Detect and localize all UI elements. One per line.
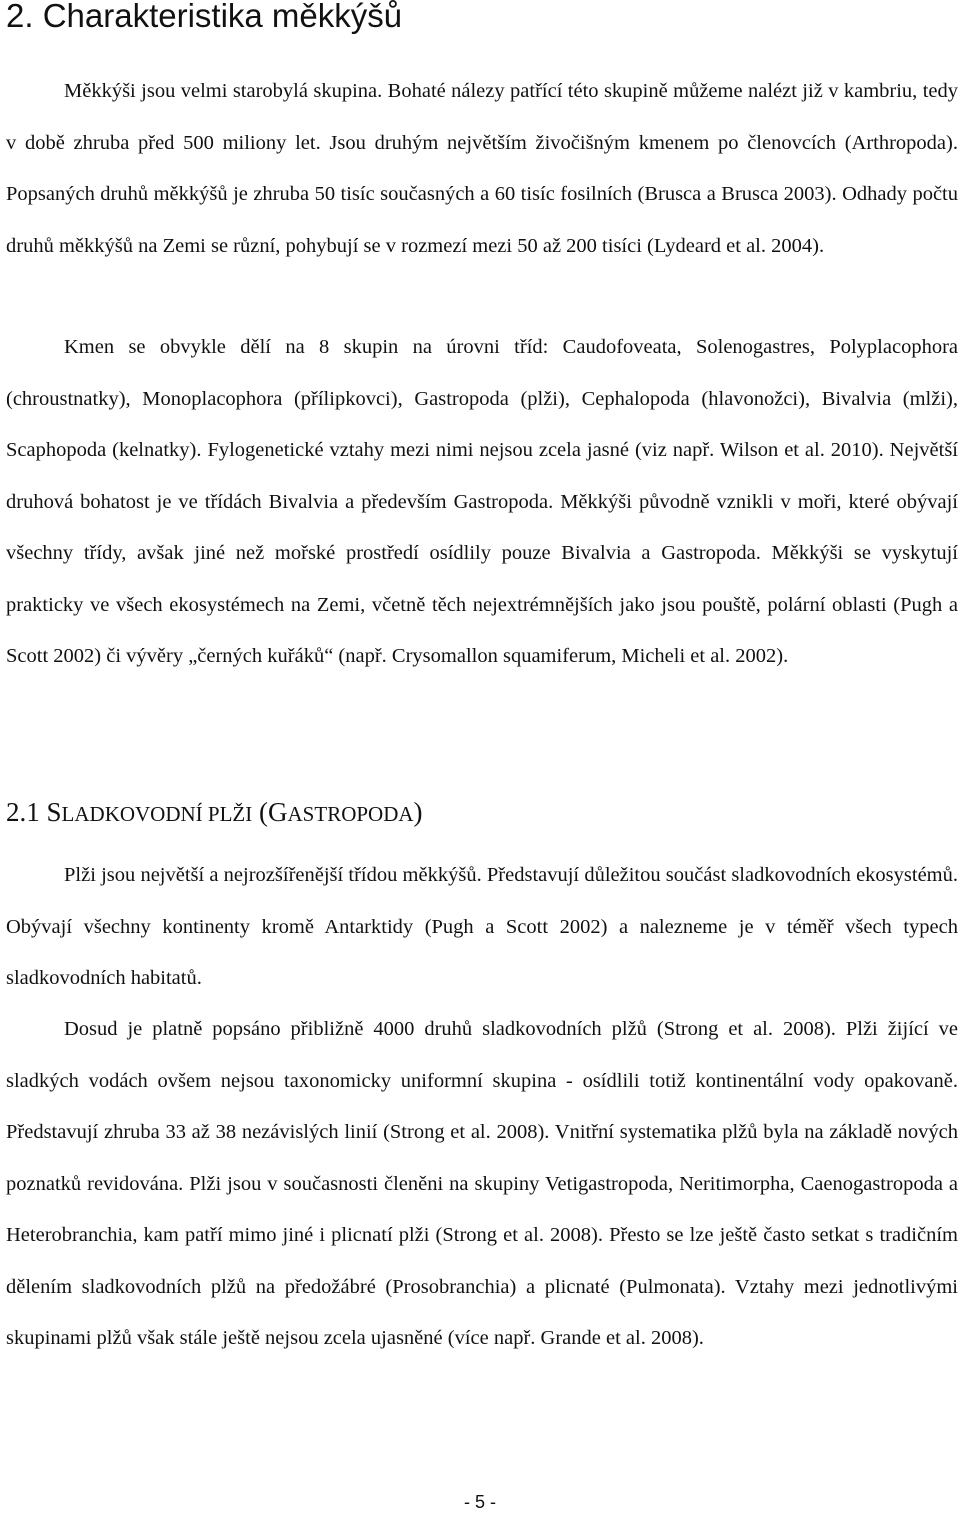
page-number: - 5 - bbox=[463, 1492, 496, 1512]
section-title-paren-close: ) bbox=[413, 797, 423, 827]
paragraph-classification: Kmen se obvykle dělí na 8 skupin na úrovni tříd: Caudofoveata, Solenogastres, Polyplacophora (chroustnatky), Monoplacophora (přílipkovci), Gastropoda (plži), Cephalopoda (hlavonožci), Bivalvia (mlži), Scaphopoda (kelnatky). Fylogenetické vztahy mezi nimi nejsou zcela jasné (viz např. Wilson et al. 2010). Největší druhová bohatost je ve třídách Bivalvia a především Gastropoda. Měkkýši původně vznikli v moři, které obývají všechny třídy, avšak jiné než mořské prostředí osídlily pouze Bivalvia a Gastropoda. Měkkýši se vyskytují prakticky ve všech ekosystémech na Zemi, včetně těch nejextrémnějších jako jsou pouště, polární oblasti (Pugh a Scott 2002) či vývěry „černých kuřáků“ (např. Crysomallon squamiferum, Micheli et al. 2002). bbox=[6, 336, 958, 667]
section-number: 2.1 bbox=[6, 797, 47, 827]
section-title-smallcaps-1: LADKOVODNÍ PLŽI bbox=[61, 802, 253, 826]
section-title-initial-2: G bbox=[268, 797, 288, 827]
paragraph-intro: Měkkýši jsou velmi starobylá skupina. Bohaté nálezy patřící této skupině můžeme nalézt již v kambriu, tedy v době zhruba před 500 miliony let. Jsou druhým největším živočišným kmenem po členovcích (Arthropoda). Popsaných druhů měkkýšů je zhruba 50 tisíc současných a 60 tisíc fosilních (Brusca a Brusca 2003). Odhady počtu druhů měkkýšů na Zemi se různí, pohybují se v rozmezí mezi 50 až 200 tisíci (Lydeard et al. 2004). bbox=[6, 80, 958, 257]
chapter-title: 2. Charakteristika měkkýšů bbox=[6, 0, 403, 34]
section-title-initial-1: S bbox=[46, 797, 62, 827]
paragraph-gastropoda-systematics: Dosud je platně popsáno přibližně 4000 druhů sladkovodních plžů (Strong et al. 2008). Plži žijící ve sladkých vodách ovšem nejsou taxonomicky uniformní skupina - osídlili totiž kontinentální vody opakovaně. Představují zhruba 33 až 38 nezávislých linií (Strong et al. 2008). Vnitřní systematika plžů byla na základě nových poznatků revidována. Plži jsou v současnosti členěni na skupiny Vetigastropoda, Neritimorpha, Caenogastropoda a Heterobranchia, kam patří mimo jiné i plicnatí plži (Strong et al. 2008). Přesto se lze ještě často setkat s tradičním dělením sladkovodních plžů na předožábré (Prosobranchia) a plicnaté (Pulmonata). Vztahy mezi jednotlivými skupinami plžů však stále ještě nejsou zcela ujasněné (více např. Grande et al. 2008). bbox=[6, 1018, 958, 1349]
section-title-smallcaps-2: ASTROPODA bbox=[287, 802, 414, 826]
paragraph-gastropoda-intro: Plži jsou největší a nejrozšířenější třídou měkkýšů. Představují důležitou součást sladkovodních ekosystémů. Obývají všechny kontinenty kromě Antarktidy (Pugh a Scott 2002) a nalezneme je v téměř všech typech sladkovodních habitatů. bbox=[6, 864, 958, 989]
section-heading bbox=[6, 790, 423, 836]
section-title-paren-open: ( bbox=[252, 797, 269, 827]
